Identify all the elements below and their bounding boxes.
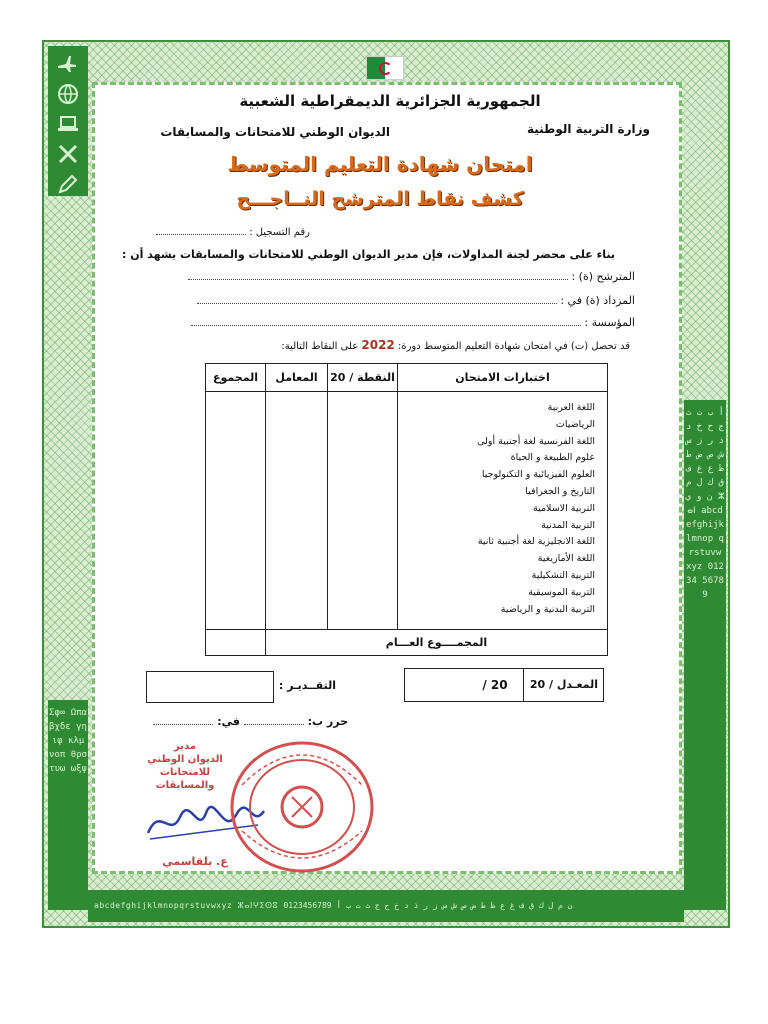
list-item: الرياضيات xyxy=(555,418,595,430)
republic-heading: الجمهورية الجزائرية الديمقراطية الشعبية xyxy=(239,92,541,110)
table-header-row xyxy=(206,364,608,392)
issued-line xyxy=(138,715,348,728)
header-total: المجموع xyxy=(206,364,266,392)
registration-blank xyxy=(156,234,246,235)
left-icon-strip xyxy=(48,46,88,196)
exam-title: امتحان شهادة التعليم المتوسط xyxy=(227,152,533,176)
session-year: 2022 xyxy=(361,338,395,352)
list-item: التربية الاسلامية xyxy=(532,502,595,514)
subjects-row xyxy=(206,392,608,630)
sheet-title: كشف نقاط المترشح النــاجـــح xyxy=(236,188,524,210)
birth-label: المزداد (ة) في : xyxy=(560,294,635,307)
average-label: المعـدل / 20 xyxy=(529,678,598,691)
stamp-line: مدير xyxy=(174,741,196,752)
registration-label: رقم التسجيل : xyxy=(249,227,310,238)
grand-total-row xyxy=(206,630,608,656)
bottom-letters-strip: abcdefghijklmnopqrstuvwxyz ⵣⴰⵏⵖⵉⵙⵓ ن م ل ك ق ف غ ع ظ ط ض ص ش س ز ر ذ د خ ح ج ث ت ب أ 0123456789 xyxy=(88,890,684,922)
pencil-icon xyxy=(56,172,80,196)
grade-box xyxy=(146,671,274,703)
grand-total-label: المجمــــوع العـــام xyxy=(266,630,608,656)
birth-field xyxy=(180,294,635,307)
right-strip-glyphs: أ ب ت ث ج ح خ د ذ ر ز س ش ص ض ط ظ ع غ ف ق ك ل م ن و ي ⵣⴰⵏ abcd efghijk lmnop qrstuvw xyz 01234 56789 xyxy=(685,408,725,600)
list-item: علوم الطبيعة و الحياة xyxy=(510,452,595,464)
airplane-icon xyxy=(56,52,80,76)
left-letters-strip xyxy=(48,700,88,910)
header-coefficient: المعامل xyxy=(266,364,328,392)
list-item: اللغة الانجليزية لغة أجنبية ثانية xyxy=(477,536,595,548)
institution-label: المؤسسة : xyxy=(584,316,635,329)
stamp-line: والمسابقات xyxy=(155,780,215,791)
stamp-line: للامتحانات xyxy=(159,767,211,778)
grand-total-cell xyxy=(206,630,266,656)
issued-at-label: حرر ب: xyxy=(307,715,348,728)
grade-cell xyxy=(328,392,398,630)
total-cell xyxy=(206,392,266,630)
institution-blank xyxy=(191,317,581,326)
list-item: التربية الموسيقية xyxy=(528,586,595,598)
candidate-label: المترشح (ة) : xyxy=(571,270,635,283)
list-item: التربية المدنية xyxy=(541,519,595,531)
stamp-line: الديوان الوطني xyxy=(147,754,223,765)
list-item: اللغة الأمازيغية xyxy=(537,553,595,565)
list-item: اللغة الفرنسية لغة أجنبية أولى xyxy=(477,435,595,447)
birth-blank xyxy=(197,295,557,304)
coefficient-cell xyxy=(266,392,328,630)
laptop-icon xyxy=(56,112,80,136)
header-subjects: اختبارات الامتحان xyxy=(398,364,608,392)
candidate-blank xyxy=(188,271,568,280)
signer-name: ع. بلقاسمي xyxy=(162,855,228,868)
issued-at-blank xyxy=(244,724,304,725)
right-letters-strip xyxy=(684,400,726,910)
subjects-list xyxy=(398,392,608,630)
list-item: التربية البدنية و الرياضية xyxy=(500,603,595,615)
issued-on-blank xyxy=(153,724,213,725)
obtained-statement xyxy=(200,338,630,352)
director-stamp xyxy=(140,740,230,792)
institution-field xyxy=(180,316,635,329)
grades-table xyxy=(205,363,608,656)
obtained-suffix: على النقاط التالية: xyxy=(281,341,359,352)
left-strip-glyphs: Σφ∞ Ωπα βχδε γηιφ κλμ νοπ θρσ τυω ωξψ xyxy=(49,708,87,774)
header-grade: النقطة / 20 xyxy=(328,364,398,392)
registration-field xyxy=(120,227,310,238)
list-item: اللغة العربية xyxy=(547,402,595,413)
list-item: العلوم الفيزيائية و التكنولوجيا xyxy=(481,469,595,481)
algeria-flag-icon xyxy=(366,56,404,80)
globe-icon xyxy=(56,82,80,106)
candidate-field xyxy=(180,270,635,283)
ministry-heading: وزارة التربية الوطنية xyxy=(526,122,650,136)
obtained-prefix: قد تحصل (ت) في امتحان شهادة التعليم المتوسط دورة: xyxy=(397,341,630,352)
list-item: التربية التشكيلية xyxy=(531,569,595,581)
list-item: التاريخ و الجغرافيا xyxy=(525,485,595,497)
attestation-statement: بناء على محضر لجنة المداولات، فإن مدير الديوان الوطني للامتحانات والمسابقات يشهد أن : xyxy=(122,248,615,261)
grade-label: التقــديـر : xyxy=(278,679,336,692)
average-value: 20 / xyxy=(482,678,508,692)
issued-on-label: في: xyxy=(217,715,240,728)
tools-icon xyxy=(56,142,80,166)
office-heading: الديوان الوطني للامتحانات والمسابقات xyxy=(160,125,390,139)
